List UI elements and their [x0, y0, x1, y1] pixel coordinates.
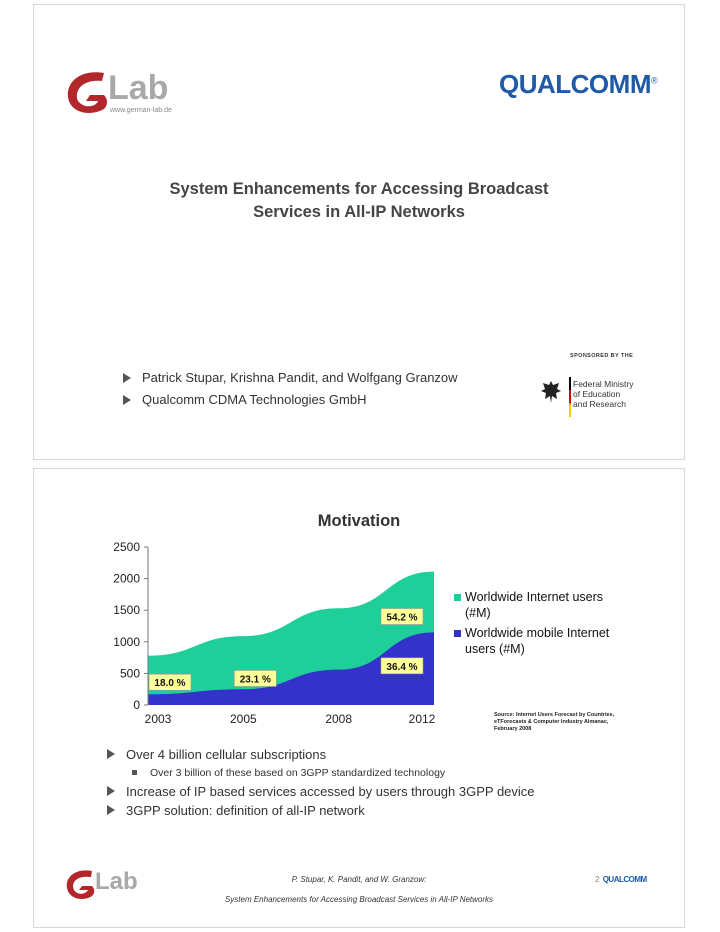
presentation-title: System Enhancements for Accessing Broadcast Services in All-IP Networks: [169, 180, 549, 221]
motivation-slide: [33, 468, 685, 928]
data-label: 23.1 %: [239, 674, 271, 686]
legend-label: (#M): [465, 606, 491, 620]
legend-label: Worldwide mobile Internet: [465, 626, 610, 640]
y-tick-label: 1000: [113, 634, 140, 649]
x-tick-label: 2003: [144, 712, 172, 726]
bullet-item: Over 4 billion cellular subscriptions: [106, 745, 535, 764]
svg-text:Lab: Lab: [108, 69, 169, 107]
y-tick-label: 2500: [113, 541, 140, 554]
x-tick-label: 2008: [325, 712, 353, 726]
chart-source: Source: Internet Users Forecast by Countries, eTForecasts & Computer Industry Almanac, February 2008: [494, 712, 615, 732]
data-label: 18.0 %: [154, 678, 186, 690]
bullet-item: Increase of IP based services accessed by users through 3GPP device: [106, 782, 535, 801]
page-number: 2 QUALCOMM: [595, 875, 647, 884]
author-bullet: Patrick Stupar, Krishna Pandit, and Wolfgang Granzow: [122, 367, 458, 389]
legend-label: Worldwide Internet users: [465, 590, 604, 604]
legend-swatch: [454, 630, 461, 637]
internet-users-chart: [96, 541, 656, 741]
y-tick-label: 500: [119, 666, 140, 681]
german-flag-bar: [569, 377, 571, 417]
legend-label: users (#M): [465, 642, 525, 656]
qualcomm-logo-small: QUALCOMM: [602, 875, 647, 884]
y-tick-label: 1500: [113, 603, 140, 618]
title-slide: [33, 4, 685, 460]
bullet-triangle-icon: [123, 373, 131, 383]
slide-footer: P. Stupar, K. Pandit, and W. Granzow: System Enhancements for Accessing Broadcast Services in All-IP Networks: [224, 875, 494, 904]
data-label: 54.2 %: [386, 612, 418, 624]
bullet-triangle-icon: [107, 749, 115, 759]
x-tick-label: 2005: [229, 712, 257, 726]
bullet-square-icon: [132, 770, 137, 775]
data-label: 36.4 %: [386, 661, 418, 673]
sub-bullet-item: Over 3 billion of these based on 3GPP standardized technology: [106, 764, 535, 782]
legend-swatch: [454, 594, 461, 601]
eagle-icon: [539, 379, 563, 405]
sponsor-heading: SPONSORED BY THE: [570, 353, 634, 359]
affiliation-bullet: Qualcomm CDMA Technologies GmbH: [122, 389, 458, 411]
bullet-triangle-icon: [123, 395, 131, 405]
motivation-bullets: [106, 745, 535, 820]
bullet-triangle-icon: [107, 786, 115, 796]
bullet-triangle-icon: [107, 805, 115, 815]
german-lab-logo: [64, 67, 184, 119]
y-tick-label: 2000: [113, 571, 140, 586]
x-tick-label: 2012: [408, 712, 436, 726]
svg-text:www.german-lab.de: www.german-lab.de: [110, 107, 172, 114]
author-list: [122, 367, 458, 411]
y-tick-label: 0: [133, 698, 140, 712]
qualcomm-logo: QUALCOMM®: [499, 69, 658, 99]
svg-text:Lab: Lab: [95, 868, 138, 895]
bullet-item: 3GPP solution: definition of all-IP network: [106, 801, 535, 820]
slide-title: Motivation: [317, 512, 401, 530]
ministry-name: Federal Ministry of Education and Research: [573, 379, 634, 409]
